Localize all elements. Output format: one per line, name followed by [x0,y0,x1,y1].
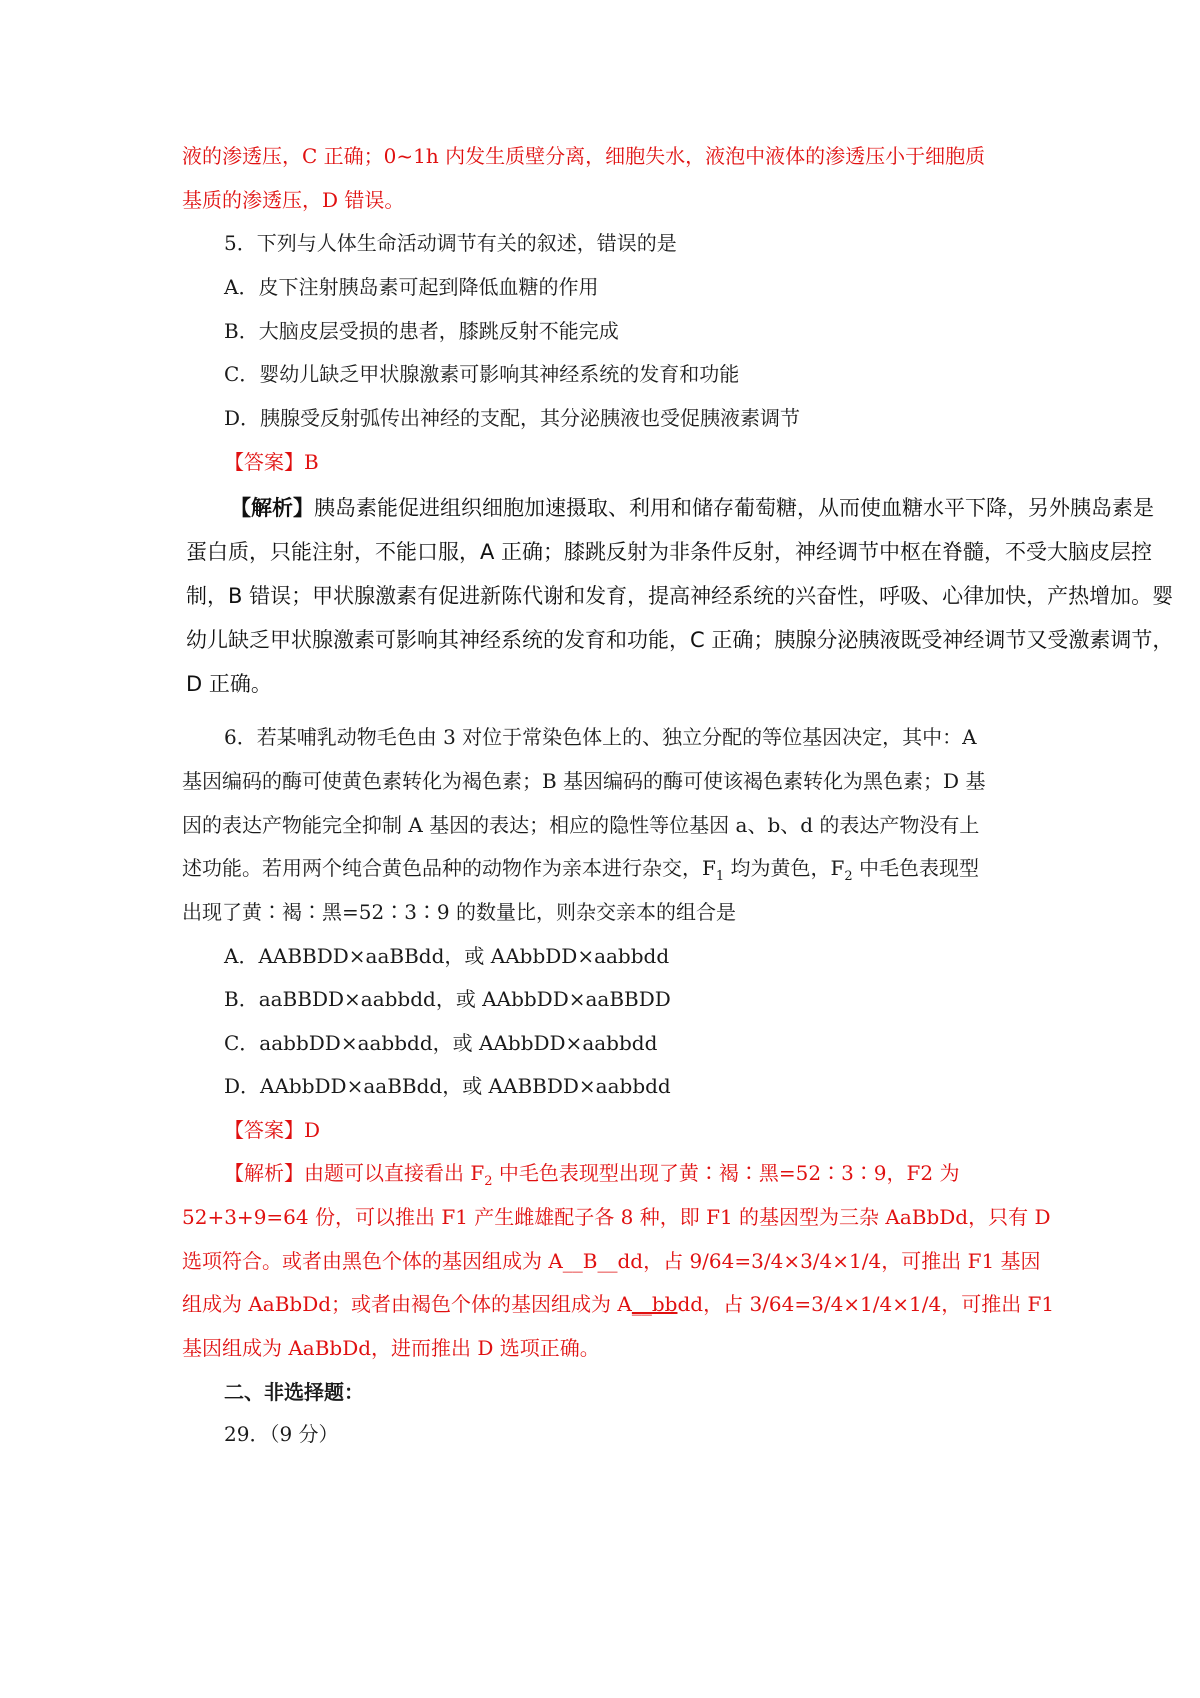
q6-option-c: C．aabbDD×aabbdd，或 AAbbDD×aabbdd [224,1031,658,1055]
q6-stem-line-1: 6．若某哺乳动物毛色由 3 对位于常染色体上的、独立分配的等位基因决定，其中：A [224,725,977,749]
q5-option-d: D．胰腺受反射弧传出神经的支配，其分泌胰液也受促胰液素调节 [224,406,801,430]
q5-analysis-line-4: 幼儿缺乏甲状腺激素可影响其神经系统的发育和功能，C 正确；胰腺分泌胰液既受神经调节又受激素调节， [186,628,1174,652]
q6-option-d: D．AAbbDD×aaBBdd，或 AABBDD×aabbdd [224,1074,671,1098]
q6-subscript-2: 2 [844,869,853,884]
q6-analysis-subscript: 2 [484,1174,493,1189]
prev-analysis-line-2: 基质的渗透压，D 错误。 [182,188,405,212]
q6-stem-line-4-part-c: 中毛色表现型 [852,856,980,880]
q5-answer-value: B [304,450,319,474]
q6-stem-line-4-part-a: 述功能。若用两个纯合黄色品种的动物作为亲本进行杂交，F [182,856,716,880]
section-heading: 二、非选择题： [224,1380,364,1404]
q6-stem-line-4-part-b: 均为黄色，F [724,856,845,880]
q5-analysis-line-5: D 正确。 [186,672,272,696]
q6-analysis-line-4-part-b: dd，占 3/64=3/4×1/4×1/4，可推出 F1 [677,1292,1055,1316]
q6-analysis-line-1-part-b: 中毛色表现型出现了黄∶褐∶黑=52∶3∶9，F2 为 [492,1161,960,1185]
q5-option-b: B．大脑皮层受损的患者，膝跳反射不能完成 [224,319,619,343]
q6-analysis-line-5: 基因组成为 AaBbDd，进而推出 D 选项正确。 [182,1336,600,1360]
q6-subscript-1: 1 [715,869,725,884]
q6-stem-line-4 [182,854,979,882]
q5-analysis-line-2: 蛋白质，只能注射，不能口服，A 正确；膝跳反射为非条件反射，神经调节中枢在脊髓，不受大脑皮层控 [186,540,1153,564]
q6-analysis-line-3: 选项符合。或者由黑色个体的基因组成为 A__B__dd，占 9/64=3/4×3/4×1/4，可推出 F1 基因 [182,1249,1041,1273]
q6-analysis-line-1-part-a: 由题可以直接看出 F [304,1161,485,1185]
q6-analysis-underlined: __bb [631,1292,678,1316]
q6-option-a: A．AABBDD×aaBBdd，或 AAbbDD×aabbdd [224,944,670,968]
q6-analysis-line-1 [224,1159,960,1187]
q6-analysis-line-4-part-a: 组成为 AaBbDd；或者由褐色个体的基因组成为 A [182,1292,632,1316]
q5-analysis-label: 【解析】 [230,496,314,520]
q5-stem: 5．下列与人体生命活动调节有关的叙述，错误的是 [224,231,677,255]
q5-option-a: A．皮下注射胰岛素可起到降低血糖的作用 [224,275,599,299]
q5-option-c: C．婴幼儿缺乏甲状腺激素可影响其神经系统的发育和功能 [224,362,740,386]
q6-answer-value: D [304,1118,321,1142]
q5-analysis-line-3: 制，B 错误；甲状腺激素有促进新陈代谢和发育，提高神经系统的兴奋性，呼吸、心律加快，产热增加。婴 [186,584,1174,608]
q5-answer-label: 【答案】 [224,450,304,474]
q6-answer [224,1116,320,1144]
q6-analysis-line-2: 52+3+9=64 份，可以推出 F1 产生雌雄配子各 8 种，即 F1 的基因型为三杂 AaBbDd，只有 D [182,1205,1051,1229]
q6-option-b: B．aaBBDD×aabbdd，或 AAbbDD×aaBBDD [224,987,671,1011]
q6-analysis-label: 【解析】 [224,1161,304,1185]
q6-stem-line-2: 基因编码的酶可使黄色素转化为褐色素；B 基因编码的酶可使该褐色素转化为黑色素；D 基 [182,769,986,793]
prev-analysis-line-1: 液的渗透压，C 正确；0~1h 内发生质壁分离，细胞失水，液泡中液体的渗透压小于细胞质 [182,144,986,168]
q6-answer-label: 【答案】 [224,1118,304,1142]
q6-stem-line-5: 出现了黄∶褐∶黑=52∶3∶9 的数量比，则杂交亲本的组合是 [182,900,737,924]
q5-analysis-text-1: 胰岛素能促进组织细胞加速摄取、利用和储存葡萄糖，从而使血糖水平下降，另外胰岛素是 [314,496,1154,520]
q29-heading: 29．（9 分） [224,1422,339,1446]
q6-analysis-line-4 [182,1290,1054,1318]
q6-stem-line-3: 因的表达产物能完全抑制 A 基因的表达；相应的隐性等位基因 a、b、d 的表达产物没有上 [182,813,980,837]
q5-analysis-line-1 [230,494,1154,522]
q5-answer [224,448,319,476]
